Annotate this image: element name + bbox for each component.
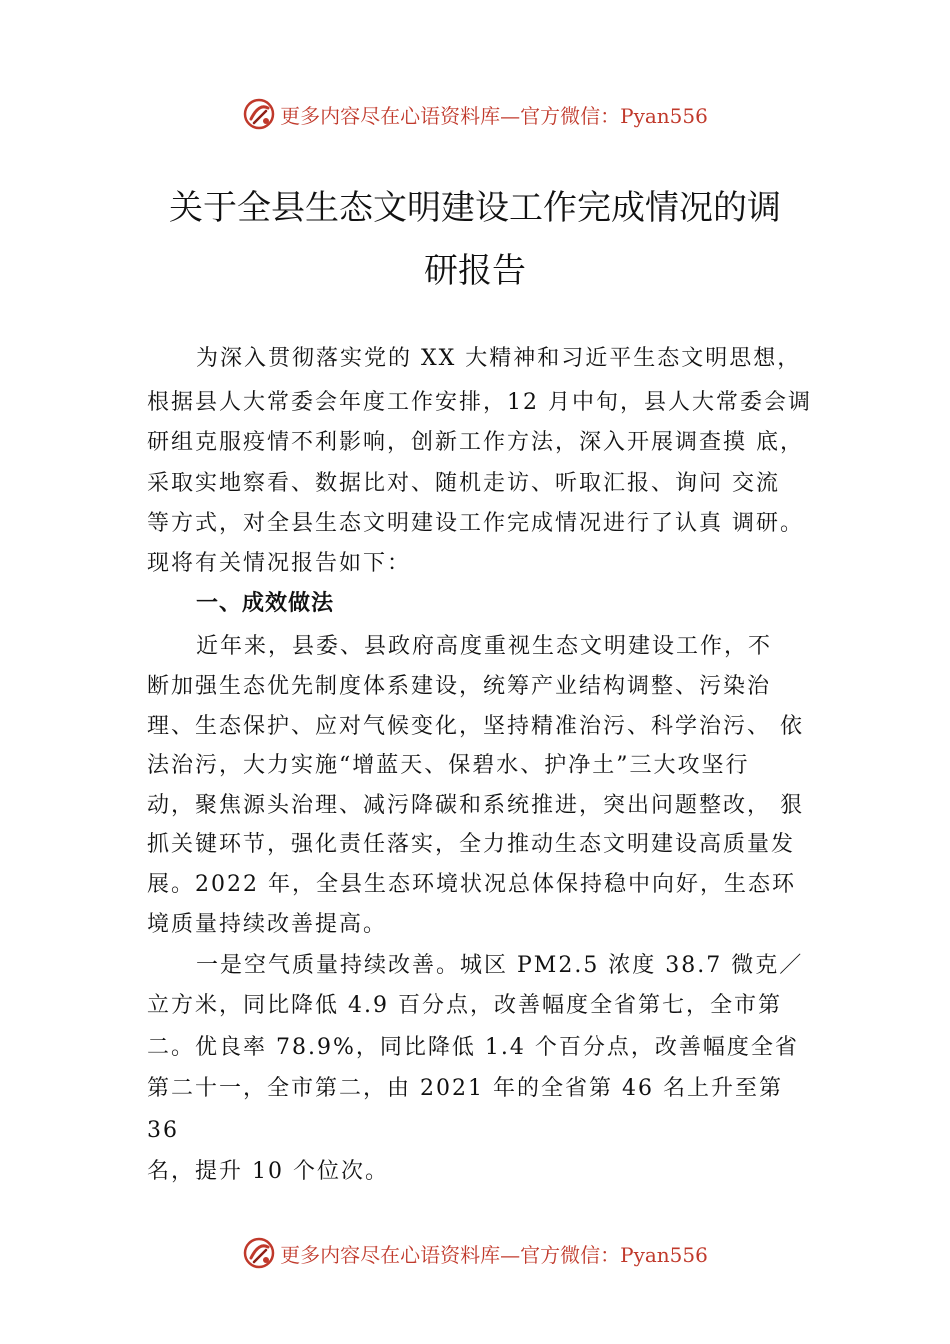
banner-text: 更多内容尽在心语资料库—官方微信：Pyan556 xyxy=(280,103,708,128)
seal-logo-icon xyxy=(242,1236,276,1270)
body-line: 境质量持续改善提高。 xyxy=(147,912,388,937)
body-line: 现将有关情况报告如下： xyxy=(147,551,412,576)
document-title-line-2: 研报告 xyxy=(424,251,526,291)
seal-logo-icon xyxy=(242,97,276,131)
body-line: 名，提升 10 个位次。 xyxy=(147,1159,389,1184)
body-line: 动，聚焦源头治理、减污降碳和系统推进，突出问题整改， 狠 xyxy=(147,793,804,818)
body-line: 法治污，大力实施“增蓝天、保碧水、护净土”三大攻坚行 xyxy=(147,753,750,778)
body-line: 根据县人大常委会年度工作安排，12 月中旬，县人大常委会调 xyxy=(147,390,812,415)
body-line: 一是空气质量持续改善。城区 PM2.5 浓度 38.7 微克／ xyxy=(196,953,804,978)
body-line: 展。2022 年，全县生态环境状况总体保持稳中向好，生态环 xyxy=(147,872,796,897)
document-title-line-1: 关于全县生态文明建设工作完成情况的调 xyxy=(169,188,781,228)
body-line: 采取实地察看、数据比对、随机走访、听取汇报、询问 交流 xyxy=(147,471,780,496)
body-line: 立方米，同比降低 4.9 百分点，改善幅度全省第七，全市第 xyxy=(147,993,782,1018)
body-line: 理、生态保护、应对气候变化，坚持精准治污、科学治污、 依 xyxy=(147,714,804,739)
body-line: 研组克服疫情不利影响，创新工作方法，深入开展调查摸 底， xyxy=(147,430,804,455)
body-line: 近年来，县委、县政府高度重视生态文明建设工作，不 xyxy=(196,634,773,659)
body-line: 36 xyxy=(147,1118,179,1143)
body-line: 二。优良率 78.9%，同比降低 1.4 个百分点，改善幅度全省 xyxy=(147,1035,799,1060)
banner-text: 更多内容尽在心语资料库—官方微信：Pyan556 xyxy=(280,1242,708,1267)
body-line: 第二十一，全市第二，由 2021 年的全省第 46 名上升至第 xyxy=(147,1076,783,1101)
body-line: 抓关键环节，强化责任落实，全力推动生态文明建设高质量发 xyxy=(147,832,796,857)
section-heading: 一、成效做法 xyxy=(196,591,335,616)
body-line: 为深入贯彻落实党的 XX 大精神和习近平生态文明思想， xyxy=(196,346,802,371)
footer-banner xyxy=(0,1233,950,1273)
header-banner xyxy=(0,94,950,134)
body-line: 等方式，对全县生态文明建设工作完成情况进行了认真 调研。 xyxy=(147,511,804,536)
body-line: 断加强生态优先制度体系建设，统筹产业结构调整、污染治 xyxy=(147,674,772,699)
